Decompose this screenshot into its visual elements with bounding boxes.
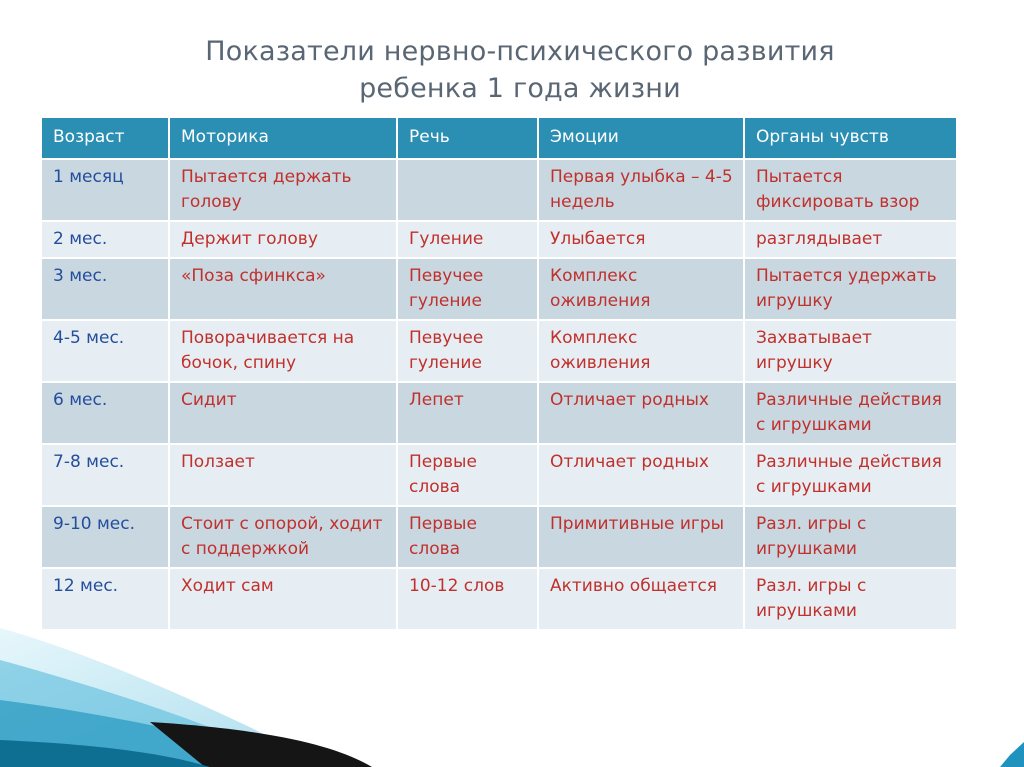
cell-senses: Пытается фиксировать взор [744, 159, 957, 221]
cell-emotions: Комплекс оживления [538, 258, 744, 320]
title-line-2: ребенка 1 года жизни [359, 73, 681, 104]
cell-age: 4-5 мес. [41, 320, 169, 382]
development-table [40, 116, 958, 631]
cell-senses: Разл. игры с игрушками [744, 506, 957, 568]
page-title [130, 33, 910, 107]
cell-senses: Пытается удержать игрушку [744, 258, 957, 320]
table-row [41, 258, 957, 320]
cell-senses: Различные действия с игрушками [744, 382, 957, 444]
cell-emotions: Отличает родных [538, 444, 744, 506]
cell-speech: Первые слова [397, 506, 538, 568]
title-line-1: Показатели нервно-психического развития [205, 36, 835, 67]
cell-speech: Певучее гуление [397, 320, 538, 382]
cell-speech: 10-12 слов [397, 568, 538, 630]
table-header-row [41, 117, 957, 159]
cell-emotions: Улыбается [538, 221, 744, 258]
cell-age: 2 мес. [41, 221, 169, 258]
cell-age: 3 мес. [41, 258, 169, 320]
cell-senses: Различные действия с игрушками [744, 444, 957, 506]
column-header-speech: Речь [397, 117, 538, 159]
cell-motor: Сидит [169, 382, 397, 444]
cell-motor: Стоит с опорой, ходит с поддержкой [169, 506, 397, 568]
cell-age: 7-8 мес. [41, 444, 169, 506]
cell-motor: Ходит сам [169, 568, 397, 630]
table-row [41, 320, 957, 382]
cell-motor: Держит голову [169, 221, 397, 258]
cell-speech [397, 159, 538, 221]
table-row [41, 506, 957, 568]
table-row [41, 568, 957, 630]
column-header-age: Возраст [41, 117, 169, 159]
column-header-emotions: Эмоции [538, 117, 744, 159]
cell-motor: Пытается держать голову [169, 159, 397, 221]
cell-speech: Гуление [397, 221, 538, 258]
cell-age: 12 мес. [41, 568, 169, 630]
cell-speech: Певучее гуление [397, 258, 538, 320]
cell-motor: Ползает [169, 444, 397, 506]
cell-senses: разглядывает [744, 221, 957, 258]
cell-emotions: Комплекс оживления [538, 320, 744, 382]
cell-emotions: Отличает родных [538, 382, 744, 444]
cell-age: 6 мес. [41, 382, 169, 444]
table-row [41, 382, 957, 444]
cell-motor: Поворачивается на бочок, спину [169, 320, 397, 382]
cell-age: 1 месяц [41, 159, 169, 221]
cell-emotions: Активно общается [538, 568, 744, 630]
cell-emotions: Примитивные игры [538, 506, 744, 568]
cell-emotions: Первая улыбка – 4-5 недель [538, 159, 744, 221]
table-row [41, 159, 957, 221]
column-header-motor: Моторика [169, 117, 397, 159]
cell-speech: Первые слова [397, 444, 538, 506]
table-row [41, 444, 957, 506]
column-header-senses: Органы чувств [744, 117, 957, 159]
cell-senses: Захватывает игрушку [744, 320, 957, 382]
cell-senses: Разл. игры с игрушками [744, 568, 957, 630]
cell-motor: «Поза сфинкса» [169, 258, 397, 320]
table-row [41, 221, 957, 258]
cell-age: 9-10 мес. [41, 506, 169, 568]
cell-speech: Лепет [397, 382, 538, 444]
